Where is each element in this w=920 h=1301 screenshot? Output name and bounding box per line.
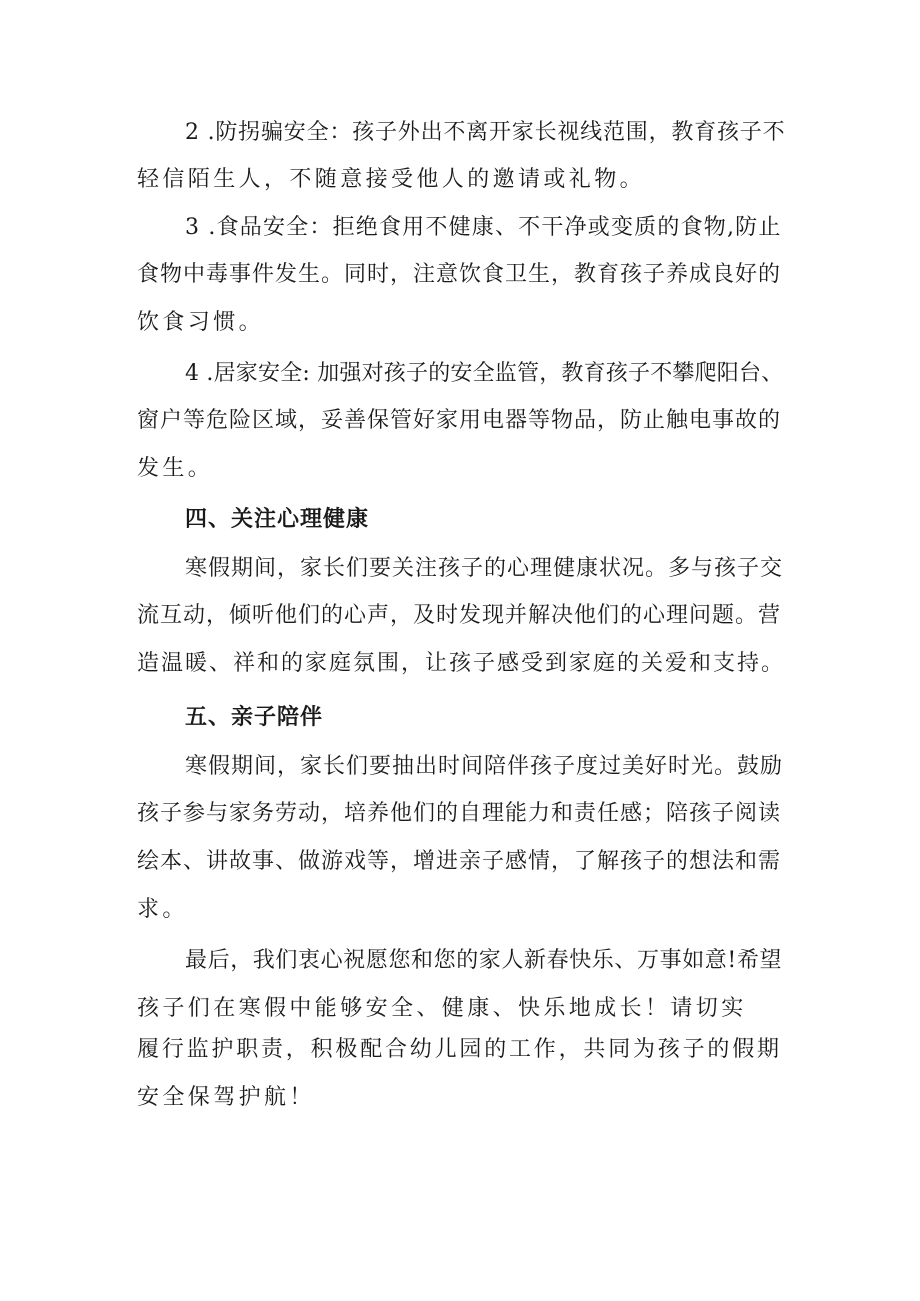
item-4-line-2: 窗户等危险区域，妥善保管好家用电器等物品，防止触电事故的	[137, 408, 782, 433]
item-3-line-1: 3 .食品安全：拒绝食用不健康、不干净或变质的食物,防止	[185, 215, 782, 240]
section-5-line-4: 求。	[137, 897, 188, 922]
section-5-line-3: 绘本、讲故事、做游戏等，增进亲子感情，了解孩子的想法和需	[137, 849, 782, 874]
section-4-line-1: 寒假期间，家长们要关注孩子的心理健康状况。多与孩子交	[185, 556, 784, 581]
item-2-line-1: 2 .防拐骗安全：孩子外出不离开家长视线范围，教育孩子不	[185, 120, 786, 145]
section-4-line-3: 造温暖、祥和的家庭氛围，让孩子感受到家庭的关爱和支持。	[137, 651, 786, 676]
closing-line-2: 孩子们在寒假中能够安全、健康、快乐地成长！请切实	[137, 996, 747, 1021]
section-5-heading: 五、亲子陪伴	[185, 705, 324, 730]
section-5-line-1: 寒假期间，家长们要抽出时间陪伴孩子度过美好时光。鼓励	[185, 754, 784, 779]
section-4-heading: 四、关注心理健康	[185, 507, 370, 532]
closing-line-4: 安全保驾护航！	[137, 1085, 315, 1110]
item-3-line-2: 食物中毒事件发生。同时，注意饮食卫生，教育孩子养成良好的	[137, 262, 782, 287]
closing-line-3: 履行监护职责，积极配合幼儿园的工作，共同为孩子的假期	[137, 1037, 782, 1062]
item-4-line-3: 发生。	[137, 456, 214, 481]
closing-line-1: 最后，我们衷心祝愿您和您的家人新春快乐、万事如意!希望	[185, 948, 783, 973]
section-4-line-2: 流互动，倾听他们的心声，及时发现并解决他们的心理问题。营	[137, 603, 782, 628]
item-4-line-1: 4 .居家安全: 加强对孩子的安全监管，教育孩子不攀爬阳台、	[185, 361, 784, 386]
item-2-line-2: 轻信陌生人，不随意接受他人的邀请或礼物。	[137, 167, 646, 192]
item-3-line-3: 饮食习惯。	[137, 310, 265, 335]
section-5-line-2: 孩子参与家务劳动，培养他们的自理能力和责任感；陪孩子阅读	[137, 801, 782, 826]
